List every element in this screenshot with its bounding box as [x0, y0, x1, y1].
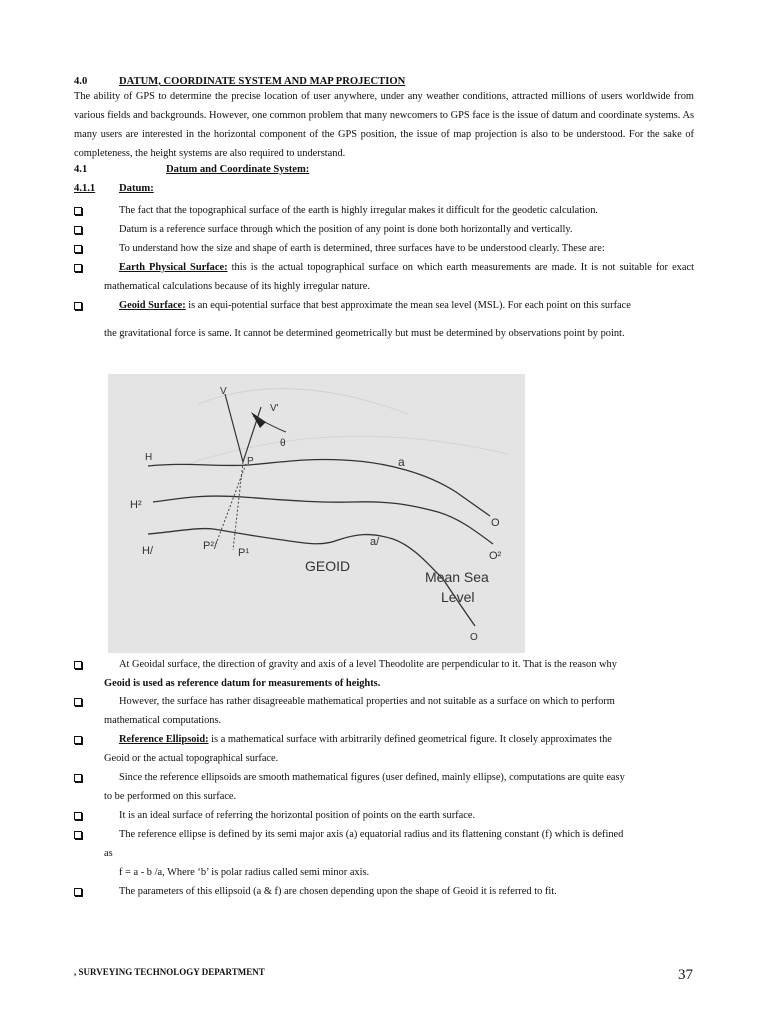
checkbox-bullet-icon [74, 698, 82, 706]
page-number: 37 [678, 967, 693, 983]
checkbox-bullet-icon [74, 302, 82, 310]
section-title: DATUM, COORDINATE SYSTEM AND MAP PROJECTION [119, 76, 406, 87]
checkbox-bullet-icon [74, 226, 82, 234]
figure-label-p1: P¹ [238, 547, 249, 559]
bullet-item [74, 220, 694, 239]
bullet-item [74, 882, 694, 901]
intro-paragraph: The ability of GPS to determine the precise location of user anywhere, under any weather conditions, attracted millions of users worldwide from various fields and backgrounds. However, one common problem that many newcomers to GPS face is the issue of datum and coordinate systems. As many users are interested in the horizontal component of the GPS position, the issue of map projection is also to be understood. For the sake of completeness, the height systems are also required to understand. [74, 91, 694, 159]
figure-label-h-prime: H/ [142, 545, 153, 557]
bullet-text: At Geoidal surface, the direction of gravity and axis of a level Theodolite are perpendicular to it. That is the reason why [119, 659, 617, 670]
figure-label-a-prime: a/ [370, 536, 380, 548]
bullet-text: The reference ellipse is defined by its semi major axis (a) equatorial radius and its flattening constant (f) which is defined [119, 829, 624, 840]
figure-label-a: a [398, 455, 405, 469]
geoid-figure [108, 374, 525, 653]
vertical-v-line [225, 394, 243, 462]
bullet-item [74, 768, 694, 806]
checkbox-bullet-icon [74, 736, 82, 744]
figure-label-h2: H² [130, 499, 142, 511]
subsubsection-number: 4.1.1 [74, 183, 96, 194]
figure-label-o2: O² [489, 550, 502, 562]
figure-label-v-prime: V' [270, 403, 279, 414]
figure-label-theta: θ [280, 438, 286, 449]
bullet-continuation: the gravitational force is same. It cannot be determined geometrically but must be determined by observations point by point. [104, 328, 625, 339]
bullet-item [74, 692, 694, 730]
bullet-text: The parameters of this ellipsoid (a & f) are chosen depending upon the shape of Geoid it is referred to fit. [119, 886, 557, 897]
bullet-text: To understand how the size and shape of earth is determined, three surfaces have to be understood clearly. These are: [119, 243, 605, 254]
bullet-text: The fact that the topographical surface of the earth is highly irregular makes it difficult for the geodetic calculation. [119, 205, 599, 216]
vertical-v-prime-line [243, 407, 261, 462]
checkbox-bullet-icon [74, 264, 82, 272]
bullet-continuation: Geoid or the actual topographical surface. [104, 753, 279, 764]
bullet-item [74, 201, 694, 220]
checkbox-bullet-icon [74, 812, 82, 820]
bullet-text: this is the actual topographical surface on which earth measurements are made. It is not suitable for exact mathematical calculations because of its highly irregular nature. [104, 262, 694, 292]
ellipsoid-line [153, 496, 493, 544]
bullet-text: However, the surface has rather disagreeable mathematical properties and not suitable as a surface on which to perform [119, 696, 615, 707]
bullet-text: is a mathematical surface with arbitrarily defined geometrical figure. It closely approximates the [208, 734, 612, 745]
figure-label-level: Level [441, 589, 475, 605]
flattening-formula: f = a - b /a, Where ‘b’ is polar radius called semi minor axis. [119, 867, 370, 878]
footer-department: , SURVEYING TECHNOLOGY DEPARTMENT [74, 967, 265, 977]
bullet-text: Datum is a reference surface through which the position of any point is done both horizontally and vertically. [119, 224, 573, 235]
bullet-item [74, 825, 694, 882]
subsection-title: Datum and Coordinate System: [166, 164, 310, 175]
subsubsection-title: Datum: [119, 183, 154, 194]
subsection-number: 4.1 [74, 164, 88, 175]
figure-label-v: V [220, 386, 227, 397]
figure-label-mean-sea: Mean Sea [425, 569, 489, 585]
checkbox-bullet-icon [74, 831, 82, 839]
bullet-continuation: Geoid is used as reference datum for measurements of heights. [104, 678, 381, 689]
figure-label-p2: P²/ [203, 540, 218, 552]
bullet-continuation: to be performed on this surface. [104, 791, 237, 802]
bullet-item [74, 296, 694, 343]
figure-label-o: O [491, 517, 500, 529]
section-number: 4.0 [74, 76, 88, 87]
bullet-term: Earth Physical Surface: [119, 262, 228, 273]
bullet-item [74, 806, 694, 825]
figure-label-p: P [247, 456, 254, 467]
figure-label-geoid: GEOID [305, 558, 351, 574]
checkbox-bullet-icon [74, 245, 82, 253]
bullet-continuation: as [104, 848, 113, 859]
checkbox-bullet-icon [74, 888, 82, 896]
bullet-text: Since the reference ellipsoids are smooth mathematical figures (user defined, mainly ellipse), computations are quite easy [119, 772, 625, 783]
bullet-item [74, 730, 694, 768]
bullet-text: is an equi-potential surface that best approximate the mean sea level (MSL). For each point on this surface [185, 300, 631, 311]
checkbox-bullet-icon [74, 774, 82, 782]
figure-label-o-low: O [470, 632, 478, 643]
bullet-term: Reference Ellipsoid: [119, 734, 209, 745]
earth-surface-line [148, 459, 490, 516]
bullet-continuation: mathematical computations. [104, 715, 222, 726]
bullet-item [74, 239, 694, 258]
bullet-item [74, 655, 694, 693]
checkbox-bullet-icon [74, 661, 82, 669]
figure-label-h: H [145, 452, 153, 463]
checkbox-bullet-icon [74, 207, 82, 215]
bullet-text: It is an ideal surface of referring the horizontal position of points on the earth surface. [119, 810, 476, 821]
bullet-term: Geoid Surface: [119, 300, 186, 311]
bullet-item [74, 258, 694, 296]
